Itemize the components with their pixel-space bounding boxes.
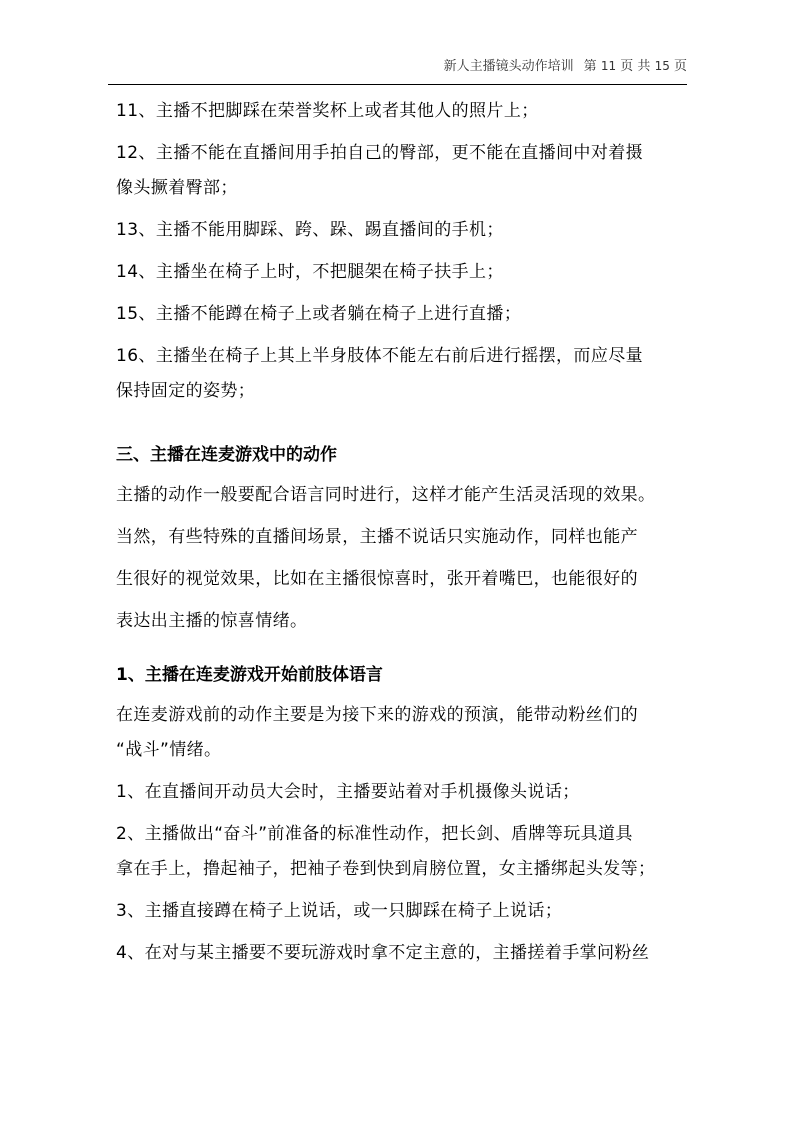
section3-para-line-1: 主播的动作一般要配合语言同时进行，这样才能产生活灵活现的效果。: [116, 485, 656, 505]
section-heading-3: 三、主播在连麦游戏中的动作: [116, 445, 337, 465]
document-title: 新人主播镜头动作培训: [443, 59, 574, 74]
subsection1-item-2-cont: 拿在手上，撸起袖子，把袖子卷到快到肩膀位置，女主播绑起头发等；: [116, 859, 656, 879]
total-suffix: 页: [673, 59, 687, 74]
subsection1-item-3: 3、主播直接蹲在椅子上说话，或一只脚踩在椅子上说话；: [116, 901, 563, 921]
subsection1-intro-line-1: 在连麦游戏前的动作主要是为接下来的游戏的预演，能带动粉丝们的: [116, 705, 638, 725]
page-label: 页: [620, 59, 634, 74]
list-item-16-cont: 保持固定的姿势；: [116, 381, 256, 401]
subsection1-item-1: 1、在直播间开动员大会时，主播要站着对手机摄像头说话；: [116, 782, 580, 802]
list-item-15: 15、主播不能蹲在椅子上或者躺在椅子上进行直播；: [116, 304, 522, 324]
total-prefix: 共: [637, 59, 651, 74]
page-prefix: 第: [583, 59, 597, 74]
list-item-12: 12、主播不能在直播间用手拍自己的臀部，更不能在直播间中对着摄: [116, 143, 644, 163]
page-header: [0, 57, 687, 76]
list-item-14: 14、主播坐在椅子上时，不把腿架在椅子扶手上；: [116, 262, 504, 282]
subsection-heading-1: 1、主播在连麦游戏开始前肢体语言: [116, 665, 383, 685]
page-number: 11: [600, 59, 617, 73]
subsection1-item-2: 2、主播做出“奋斗”前准备的标准性动作，把长剑、盾牌等玩具道具: [116, 824, 633, 844]
subsection1-intro-line-2: “战斗”情绪。: [116, 740, 222, 760]
subsection1-item-4: 4、在对与某主播要不要玩游戏时拿不定主意的，主播搓着手掌问粉丝: [116, 943, 650, 963]
section3-para-line-3: 生很好的视觉效果，比如在主播很惊喜时，张开着嘴巴，也能很好的: [116, 569, 638, 589]
list-item-12-cont: 像头撅着臀部；: [116, 178, 238, 198]
page-content: [116, 94, 691, 978]
section3-para-line-2: 当然，有些特殊的直播间场景，主播不说话只实施动作，同样也能产: [116, 527, 638, 547]
total-pages: 15: [654, 59, 670, 73]
header-rule: [108, 84, 687, 85]
list-item-13: 13、主播不能用脚踩、跨、跺、踢直播间的手机；: [116, 220, 504, 240]
list-item-11: 11、主播不把脚踩在荣誉奖杯上或者其他人的照片上；: [116, 101, 539, 121]
list-item-16: 16、主播坐在椅子上其上半身肢体不能左右前后进行摇摆，而应尽量: [116, 346, 644, 366]
section3-para-line-4: 表达出主播的惊喜情绪。: [116, 611, 308, 631]
